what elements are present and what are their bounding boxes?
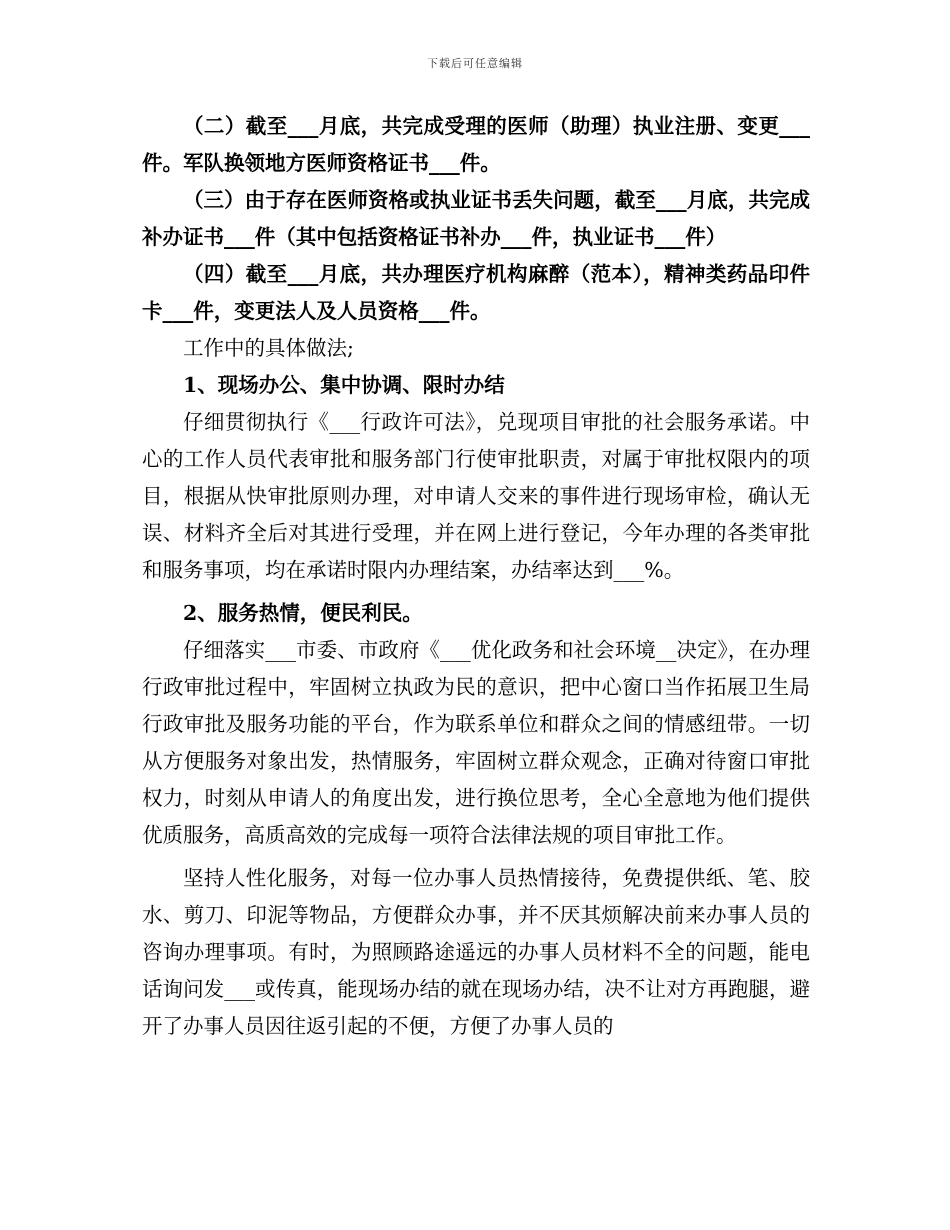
paragraph-4: （四）截至___月底，共办理医疗机构麻醉（范本），精神类药品印件卡___件，变更法人及人员资格___件。 bbox=[142, 262, 810, 323]
section-heading-1: 1、现场办公、集中协调、限时办结 bbox=[183, 373, 505, 397]
section-intro: 工作中的具体做法; bbox=[183, 336, 354, 360]
paragraph-3: （三）由于存在医师资格或执业证书丢失问题，截至___月底，共完成补办证书___件（其中包括资格证书补办___件，执业证书___件） bbox=[142, 188, 810, 249]
paragraph-2: （二）截至___月底，共完成受理的医师（助理）执业注册、变更___件。军队换领地方医师资格证书___件。 bbox=[142, 114, 810, 175]
section-body-1: 仔细贯彻执行《___行政许可法》，兑现项目审批的社会服务承诺。中心的工作人员代表审批和服务部门行使审批职责，对属于审批权限内的项目，根据从快审批原则办理，对申请人交来的事件进行现场审检，确认无误、材料齐全后对其进行受理，并在网上进行登记，今年办理的各类审批和服务事项，均在承诺时限内办理结案，办结率达到___%。 bbox=[142, 410, 810, 582]
section-body-2: 仔细落实___市委、市政府《___优化政务和社会环境__决定》，在办理行政审批过程中，牢固树立执政为民的意识，把中心窗口当作拓展卫生局行政审批及服务功能的平台，作为联系单位和群众之间的情感纽带。一切从方便服务对象出发，热情服务，牢固树立群众观念，正确对待窗口审批权力，时刻从申请人的角度出发，进行换位思考，全心全意地为他们提供优质服务，高质高效的完成每一项符合法律法规的项目审批工作。 bbox=[142, 638, 810, 847]
document-body bbox=[142, 108, 810, 1045]
section-body-3: 坚持人性化服务，对每一位办事人员热情接待，免费提供纸、笔、胶水、剪刀、印泥等物品，方便群众办事，并不厌其烦解决前来办事人员的咨询办理事项。有时，为照顾路途遥远的办事人员材料不全的问题，能电话询问发___或传真，能现场办结的就在现场办结，决不让对方再跑腿，避开了办事人员因往返引起的不便，方便了办事人员的 bbox=[142, 866, 810, 1038]
section-heading-2: 2、服务热情，便民利民。 bbox=[183, 601, 423, 625]
page-header: 下载后可任意编辑 bbox=[427, 57, 523, 70]
